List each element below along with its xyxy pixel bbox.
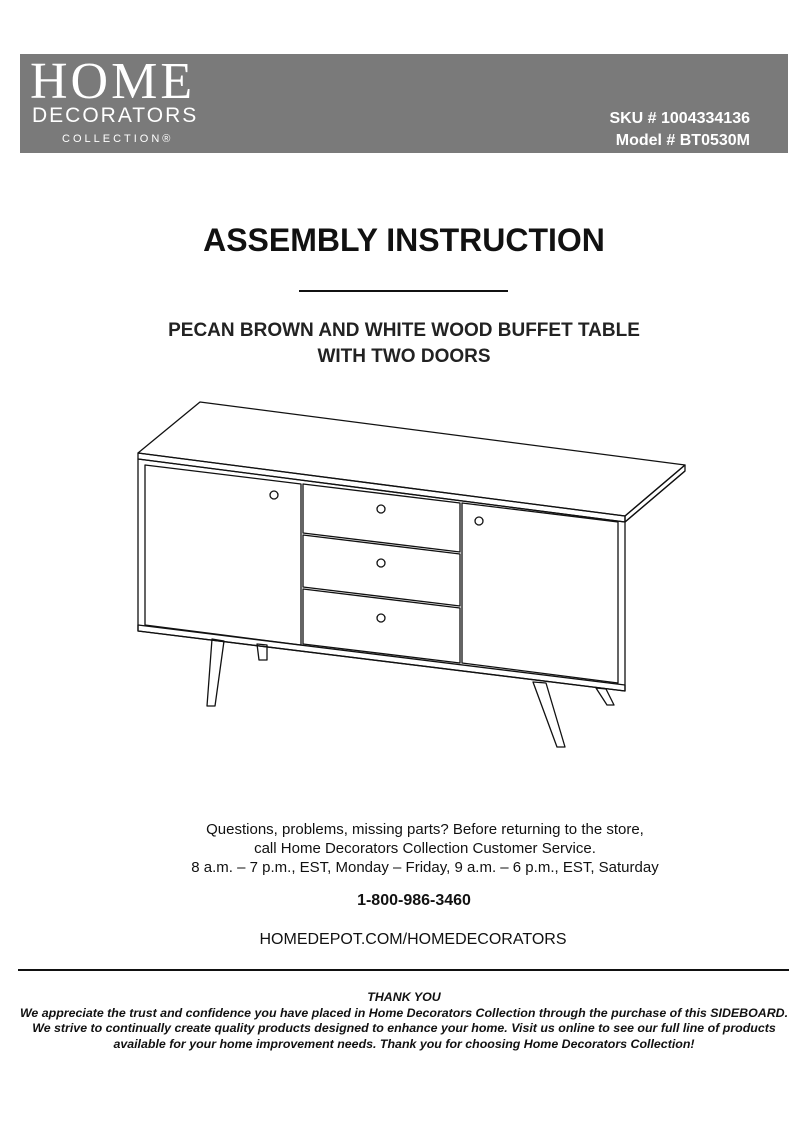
brand-logo-decorators: DECORATORS	[32, 104, 199, 127]
right-door	[462, 503, 618, 683]
customer-service-info	[0, 820, 808, 877]
leg-back-right	[596, 688, 614, 705]
product-name-line-1: PECAN BROWN AND WHITE WOOD BUFFET TABLE	[168, 320, 640, 341]
phone-number: 1-800-986-3460	[357, 892, 471, 909]
product-name-line-2: WITH TWO DOORS	[317, 346, 491, 367]
sku-number: SKU # 1004334136	[609, 110, 750, 127]
thank-you-note	[0, 990, 808, 1052]
leg-front-left	[207, 639, 224, 706]
drawer-bottom	[303, 589, 460, 663]
header-band	[20, 54, 788, 153]
drawer-bottom-knob	[377, 614, 385, 622]
sideboard-right-side	[625, 465, 685, 522]
thank-you-line-1: We appreciate the trust and confidence you have placed in Home Decorators Collection through the purchase of this SIDEBOARD.	[19, 1005, 789, 1020]
drawer-top	[303, 484, 460, 552]
thank-you-heading: THANK YOU	[367, 990, 441, 1004]
sku-block	[609, 108, 750, 152]
left-door-knob	[270, 491, 278, 499]
title-underline	[299, 290, 508, 292]
brand-logo-home: HOME	[30, 53, 196, 110]
page-title: ASSEMBLY INSTRUCTION	[203, 222, 605, 258]
leg-front-right	[533, 682, 565, 747]
product-name	[0, 318, 808, 370]
sideboard-illustration	[130, 395, 690, 755]
drawer-top-knob	[377, 505, 385, 513]
brand-logo-collection: COLLECTION®	[62, 133, 174, 145]
thank-you-line-2: We strive to continually create quality products designed to enhance your home. Visit us online to see our full line of products	[32, 1021, 776, 1035]
website-url: HOMEDEPOT.COM/HOMEDECORATORS	[259, 931, 567, 948]
model-number: Model # BT0530M	[615, 132, 750, 149]
contact-line-2: call Home Decorators Collection Customer Service.	[254, 840, 596, 857]
right-door-knob	[475, 517, 483, 525]
drawer-middle-knob	[377, 559, 385, 567]
thank-you-line-3: available for your home improvement needs. Thank you for choosing Home Decorators Collection!	[113, 1036, 695, 1051]
drawer-middle	[303, 535, 460, 606]
sideboard-top-edge	[138, 453, 625, 522]
footer-divider	[18, 969, 789, 971]
contact-hours: 8 a.m. – 7 p.m., EST, Monday – Friday, 9 a.m. – 6 p.m., EST, Saturday	[191, 859, 659, 876]
contact-line-1: Questions, problems, missing parts? Before returning to the store,	[206, 821, 644, 838]
left-door	[145, 465, 301, 645]
sideboard-top	[138, 402, 685, 516]
